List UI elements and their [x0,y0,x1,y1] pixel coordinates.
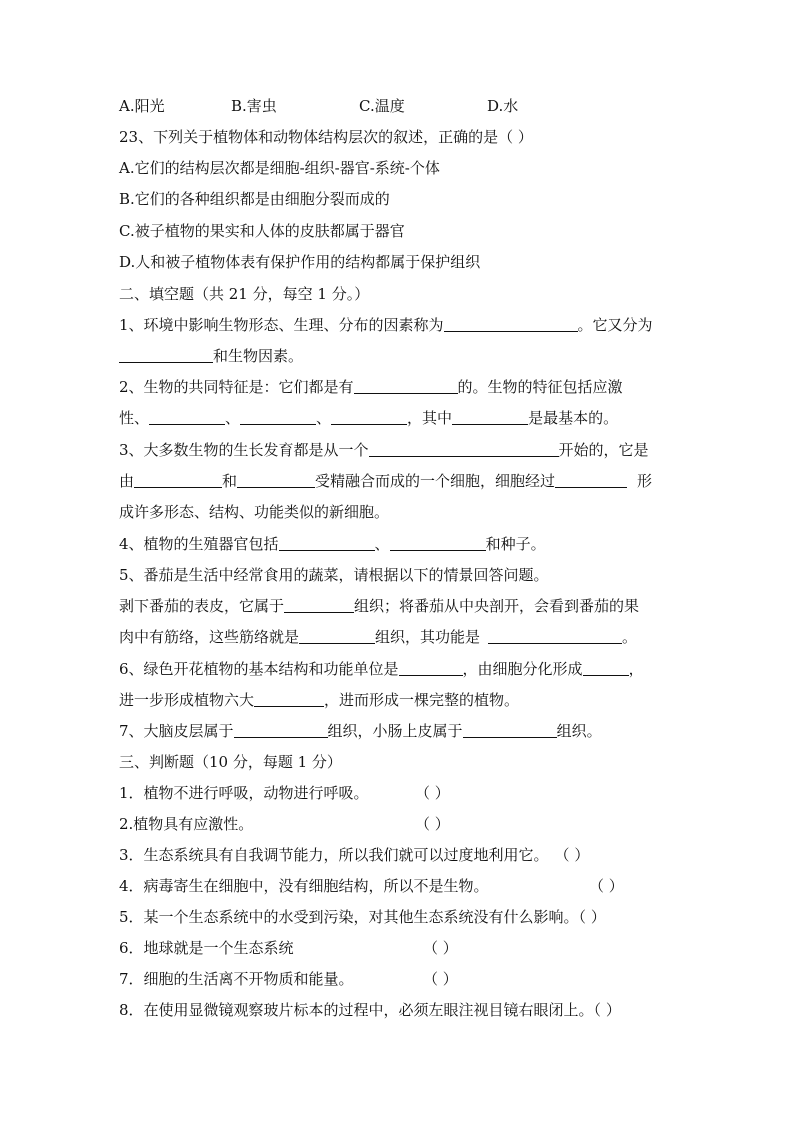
answer-blank[interactable] [119,346,213,363]
q6-text-e: ，进而形成一棵完整的植物。 [324,691,520,709]
q4-text-b: 、 [374,535,390,553]
fill-q1-line2 [119,346,303,366]
q5-text-c: 肉中有筋络，这些筋络就是 [119,628,300,646]
q23-option-d: D.人和被子植物体表有保护作用的结构都属于保护组织 [119,253,481,271]
judge-item [119,783,450,803]
q3-text-e: 受精融合而成的一个细胞，细胞经过 [315,472,556,490]
q6-text-c: ， [628,660,644,678]
q2-text-e: 、 [316,409,332,427]
fill-q7-line [119,721,602,741]
q2-text-f: ，其中 [407,409,453,427]
q1-text-c: 和生物因素。 [213,347,304,365]
q23-stem: 23、下列关于植物体和动物体结构层次的叙述，正确的是（ ） [119,128,533,146]
fill-q5-line1 [119,596,639,616]
answer-paren[interactable]: （ ） [415,784,450,802]
answer-paren[interactable]: （ ） [554,846,590,864]
judge-text: 7．细胞的生活离不开物质和能量。 [119,970,354,988]
judge-item [119,969,458,989]
answer-paren[interactable]: （ ） [589,877,624,895]
answer-blank[interactable] [299,627,375,644]
answer-blank[interactable] [369,440,559,457]
answer-blank[interactable] [134,471,222,488]
option-c: C.温度 [359,97,405,115]
fill-q5-stem: 5、番茄是生活中经常食用的蔬菜，请根据以下的情景回答问题。 [119,566,549,584]
q5-text-e: 。 [622,628,638,646]
answer-paren[interactable]: （ ） [423,970,458,988]
q7-text-a: 7、大脑皮层属于 [119,722,234,740]
judge-item [119,938,458,958]
fill-q2-line2 [119,408,618,428]
q3-text-d: 和 [222,472,238,490]
judge-item [119,876,624,896]
q1-text-b: 。它又分为 [577,316,653,334]
q2-text-c: 性、 [119,409,150,427]
answer-blank[interactable] [284,596,354,613]
fill-q2-line1 [119,377,623,397]
judge-item [119,1000,621,1020]
fill-q3-line1 [119,440,649,460]
answer-blank[interactable] [444,315,578,332]
q3-text-b: 开始的，它是 [558,441,649,459]
q6-text-a: 6、绿色开花植物的基本结构和功能单位是 [119,660,399,678]
answer-blank[interactable] [234,721,328,738]
option-a: A.阳光 [119,97,165,115]
answer-paren[interactable]: （ ） [593,1001,621,1019]
fill-q6-line2 [119,690,519,710]
q3-text-f: 形 [637,472,653,490]
judge-item [119,907,606,927]
q4-text-c: 和种子。 [485,535,546,553]
answer-blank[interactable] [399,659,463,676]
fill-q3-line3: 成许多形态、结构、功能类似的新细胞。 [119,503,390,521]
judge-text: 8．在使用显微镜观察玻片标本的过程中，必须左眼注视目镜右眼闭上。 [119,1001,594,1019]
q2-text-a: 2、生物的共同特征是：它们都是有 [119,378,354,396]
section2-title: 二、填空题（共 21 分，每空 1 分。） [119,285,370,303]
option-b: B.害虫 [231,97,277,115]
judge-text: 5．某一个生态系统中的水受到污染，对其他生态系统没有什么影响。 [119,908,579,926]
judge-text: 1．植物不进行呼吸，动物进行呼吸。 [119,784,369,802]
answer-blank[interactable] [555,471,627,488]
answer-paren[interactable]: （ ） [415,815,450,833]
q2-text-d: 、 [225,409,241,427]
judge-text: 2.植物具有应激性。 [119,815,254,833]
q7-text-b: 组织，小肠上皮属于 [327,722,463,740]
answer-blank[interactable] [452,408,528,425]
q3-text-a: 3、大多数生物的生长发育都是从一个 [119,441,369,459]
option-d: D.水 [487,97,519,115]
judge-item [119,845,589,865]
q22-options [119,96,518,116]
answer-blank[interactable] [583,659,629,676]
fill-q3-line2 [119,471,652,491]
answer-blank[interactable] [237,471,315,488]
q3-text-c: 由 [119,472,135,490]
q5-text-b: 组织；将番茄从中央剖开，会看到番茄的果 [354,597,640,615]
q6-text-b: ，由细胞分化形成 [462,660,583,678]
q23-option-a: A.它们的结构层次都是细胞-组织-器官-系统-个体 [119,159,440,177]
q1-text-a: 1、环境中影响生物形态、生理、分布的因素称为 [119,316,444,334]
answer-blank[interactable] [331,408,407,425]
answer-blank[interactable] [279,534,375,551]
answer-blank[interactable] [354,377,458,394]
q2-text-b: 的。生物的特征包括应激 [457,378,623,396]
q7-text-c: 组织。 [556,722,602,740]
q23-option-b: B.它们的各种组织都是由细胞分裂而成的 [119,190,390,208]
q6-text-d: 进一步形成植物六大 [119,691,255,709]
answer-blank[interactable] [254,690,324,707]
answer-blank[interactable] [149,408,225,425]
judge-text: 3．生态系统具有自我调节能力，所以我们就可以过度地利用它。 [119,846,549,864]
q5-text-d: 组织，其功能是 [375,628,481,646]
answer-paren[interactable]: （ ） [423,939,458,957]
judge-text: 4．病毒寄生在细胞中，没有细胞结构，所以不是生物。 [119,877,489,895]
q4-text-a: 4、植物的生殖器官包括 [119,535,279,553]
answer-blank[interactable] [488,627,622,644]
fill-q4-line [119,534,546,554]
answer-blank[interactable] [240,408,316,425]
q23-option-c: C.被子植物的果实和人体的皮肤都属于器官 [119,222,405,240]
answer-blank[interactable] [390,534,486,551]
judge-item [119,814,450,834]
q5-text-a: 剥下番茄的表皮，它属于 [119,597,285,615]
answer-paren[interactable]: （ ） [578,908,606,926]
fill-q6-line1 [119,659,644,679]
section3-title: 三、判断题（10 分，每题 1 分） [119,753,342,771]
q2-text-g: 是最基本的。 [528,409,619,427]
answer-blank[interactable] [463,721,557,738]
fill-q5-line2 [119,627,637,647]
fill-q1-line1 [119,315,653,335]
judge-text: 6．地球就是一个生态系统 [119,939,294,957]
